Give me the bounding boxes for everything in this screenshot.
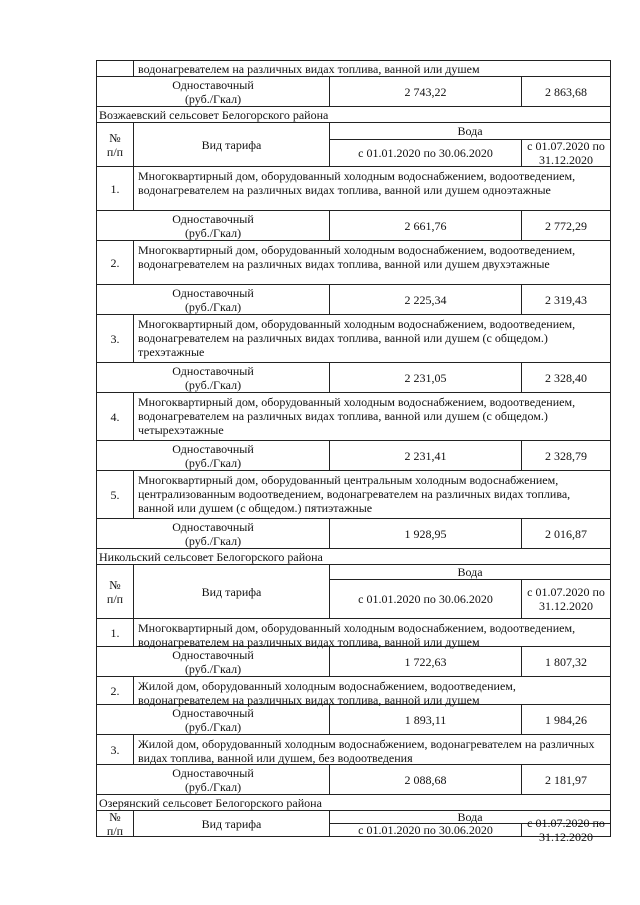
table-header [96, 564, 611, 618]
header-tariff-type: Вид тарифа [133, 123, 329, 166]
tariff-type-label: Одноставочный [172, 363, 254, 378]
tariff-unit-cell [97, 647, 329, 676]
table-bottom-border [96, 836, 611, 837]
item-number: 3. [110, 742, 120, 757]
unit-label: (руб./Гкал) [184, 779, 242, 794]
tariff-unit-cell [97, 765, 329, 794]
header-water: Вода [329, 123, 610, 139]
tariff-type-label: Одноставочный [172, 441, 254, 456]
section-title-row [96, 106, 611, 122]
header-tariff-type: Вид тарифа [133, 565, 329, 618]
item-number-empty [97, 61, 133, 76]
tariff-unit-cell [97, 519, 329, 548]
section-title: Озерянский сельсовет Белогорского района [99, 796, 322, 810]
item-description: Жилой дом, оборудованный холодным водоснабжением, водоотведением, водонагревателем на различных видах топлива, ванной или душем [133, 677, 610, 704]
unit-label: (руб./Гкал) [184, 91, 242, 106]
description-row [96, 734, 611, 764]
tariff-unit-cell [97, 211, 329, 240]
tariff-type-label: Одноставочный [172, 647, 254, 662]
value-period1: 2 231,41 [329, 441, 521, 470]
item-number: 4. [110, 409, 120, 424]
item-description: Многоквартирный дом, оборудованный центральным холодным водоснабжением, централизованным водоотведением, водонагревателем на различных видах топлива, ванной или душем (с общедом.) пятиэтажные [133, 471, 610, 518]
description-row [96, 240, 611, 284]
tariff-value-row [96, 362, 611, 392]
tariff-value-row [96, 704, 611, 734]
tariff-type-label: Одноставочный [172, 77, 254, 92]
description-row-continued [96, 60, 611, 76]
tariff-type-label: Одноставочный [172, 285, 254, 300]
tariff-value-row [96, 210, 611, 240]
description-row [96, 676, 611, 707]
tariff-value-row [96, 76, 611, 106]
item-number: 3. [110, 331, 120, 346]
table-header [96, 122, 611, 166]
tariff-unit-cell [97, 705, 329, 734]
tariff-unit-cell [97, 77, 329, 106]
value-period2: 2 181,97 [521, 765, 610, 794]
item-number: 2. [110, 255, 120, 270]
value-period2: 2 016,87 [521, 519, 610, 548]
header-number: № п/п [106, 130, 124, 159]
header-tariff-type: Вид тарифа [133, 811, 329, 836]
header-number: № п/п [106, 809, 124, 838]
description-row [96, 392, 611, 440]
item-description: Многоквартирный дом, оборудованный холодным водоснабжением, водоотведением, водонагревателем на различных видах топлива, ванной или душем одноэтажные [133, 167, 610, 210]
item-description: водонагревателем на различных видах топлива, ванной или душем [133, 61, 610, 76]
header-period1: с 01.01.2020 по 30.06.2020 [329, 823, 521, 836]
value-period1: 2 225,34 [329, 285, 521, 314]
unit-label: (руб./Гкал) [184, 299, 242, 314]
value-period1: 1 928,95 [329, 519, 521, 548]
description-row [96, 314, 611, 362]
item-number: 1. [110, 625, 120, 640]
tariff-value-row [96, 764, 611, 794]
tariff-unit-cell [97, 441, 329, 470]
value-period2: 2 328,79 [521, 441, 610, 470]
value-period2: 2 328,40 [521, 363, 610, 392]
tariff-value-row [96, 518, 611, 548]
tariff-type-label: Одноставочный [172, 765, 254, 780]
tariff-value-row [96, 646, 611, 676]
section-title: Никольский сельсовет Белогорского района [99, 550, 323, 564]
description-row [96, 618, 611, 649]
value-period2: 1 807,32 [521, 647, 610, 676]
table-header [96, 809, 611, 844]
unit-label: (руб./Гкал) [184, 661, 242, 676]
section-title-row [96, 794, 611, 810]
tariff-unit-cell [97, 363, 329, 392]
unit-label: (руб./Гкал) [184, 455, 242, 470]
header-number: № п/п [106, 577, 124, 606]
unit-label: (руб./Гкал) [184, 533, 242, 548]
unit-label: (руб./Гкал) [184, 225, 242, 240]
header-water: Вода [329, 811, 610, 823]
item-number: 5. [110, 487, 120, 502]
item-description: Многоквартирный дом, оборудованный холодным водоснабжением, водоотведением, водонагревателем на различных видах топлива, ванной или душем двухэтажные [133, 241, 610, 284]
tariff-type-label: Одноставочный [172, 705, 254, 720]
item-description: Жилой дом, оборудованный холодным водоснабжением, водонагревателем на различных видах топлива, ванной или душем, без водоотведения [133, 735, 610, 764]
tariff-value-row [96, 440, 611, 470]
description-row [96, 166, 611, 210]
unit-label: (руб./Гкал) [184, 377, 242, 392]
section-title-row [96, 548, 611, 564]
item-description: Многоквартирный дом, оборудованный холодным водоснабжением, водоотведением, водонагревателем на различных видах топлива, ванной или душем [133, 619, 610, 646]
header-period2: с 01.07.2020 по 31.12.2020 [521, 579, 610, 618]
header-water: Вода [329, 565, 610, 579]
value-period1: 2 743,22 [329, 77, 521, 106]
description-row [96, 470, 611, 518]
header-period2: с 01.07.2020 по 31.12.2020 [521, 823, 610, 836]
section-title: Возжаевский сельсовет Белогорского района [99, 108, 329, 122]
item-number: 2. [110, 683, 120, 698]
value-period1: 2 088,68 [329, 765, 521, 794]
header-period1: с 01.01.2020 по 30.06.2020 [329, 579, 521, 618]
item-description: Многоквартирный дом, оборудованный холодным водоснабжением, водоотведением, водонагревателем на различных видах топлива, ванной или душем (с общедом.) трехэтажные [133, 315, 610, 362]
value-period2: 2 863,68 [521, 77, 610, 106]
value-period1: 2 661,76 [329, 211, 521, 240]
unit-label: (руб./Гкал) [184, 719, 242, 734]
value-period1: 1 893,11 [329, 705, 521, 734]
value-period1: 1 722,63 [329, 647, 521, 676]
value-period2: 1 984,26 [521, 705, 610, 734]
header-period2: с 01.07.2020 по 31.12.2020 [521, 139, 610, 166]
item-description: Многоквартирный дом, оборудованный холодным водоснабжением, водоотведением, водонагревателем на различных видах топлива, ванной или душем (с общедом.) четырехэтажные [133, 393, 610, 440]
value-period1: 2 231,05 [329, 363, 521, 392]
value-period2: 2 772,29 [521, 211, 610, 240]
header-period1: с 01.01.2020 по 30.06.2020 [329, 139, 521, 166]
tariff-unit-cell [97, 285, 329, 314]
value-period2: 2 319,43 [521, 285, 610, 314]
tariff-type-label: Одноставочный [172, 519, 254, 534]
tariff-type-label: Одноставочный [172, 211, 254, 226]
item-number: 1. [110, 181, 120, 196]
tariff-value-row [96, 284, 611, 314]
